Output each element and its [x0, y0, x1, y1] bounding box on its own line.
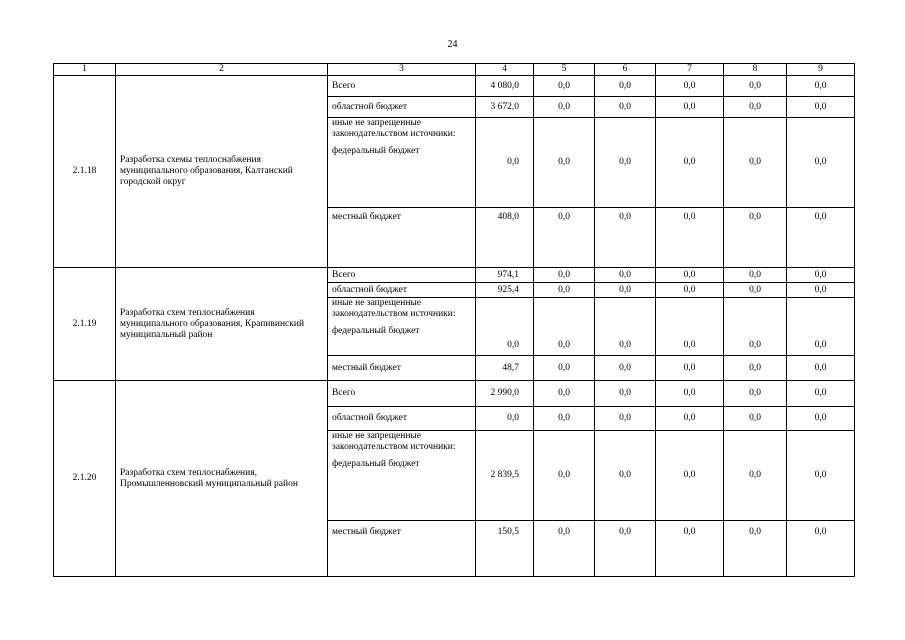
value-cell: 0,0: [534, 76, 595, 97]
value-cell: 150,5: [476, 521, 534, 577]
value-cell: 0,0: [787, 76, 855, 97]
value-cell: 0,0: [656, 298, 724, 356]
value-cell: 0,0: [595, 118, 656, 208]
value-cell: 0,0: [476, 298, 534, 356]
item-name: Разработка схемы теплоснабжения муниципального образования, Калтанский городской округ: [116, 76, 328, 268]
value-cell: 0,0: [724, 97, 787, 118]
source-label: Всего: [328, 381, 476, 407]
federal-budget-label: федеральный бюджет: [332, 146, 420, 156]
value-cell: 408,0: [476, 208, 534, 268]
value-cell: 0,0: [656, 407, 724, 431]
source-label: Всего: [328, 268, 476, 283]
source-label: местный бюджет: [328, 208, 476, 268]
value-cell: 0,0: [534, 521, 595, 577]
value-cell: 0,0: [656, 268, 724, 283]
value-cell: 0,0: [656, 118, 724, 208]
value-cell: 0,0: [656, 356, 724, 381]
item-code: 2.1.18: [54, 76, 116, 268]
column-header: 5: [534, 64, 595, 76]
item-name: Разработка схем теплоснабжения, Промышленновский муниципальный район: [116, 381, 328, 577]
other-sources-label: иные не запрещенные законодательством источники:: [332, 298, 456, 319]
value-cell: 0,0: [656, 208, 724, 268]
value-cell: 0,0: [595, 268, 656, 283]
value-cell: 2 990,0: [476, 381, 534, 407]
value-cell: 0,0: [787, 118, 855, 208]
other-sources-label: иные не запрещенные законодательством источники:: [332, 431, 456, 452]
source-label: областной бюджет: [328, 407, 476, 431]
value-cell: 0,0: [787, 298, 855, 356]
value-cell: 0,0: [656, 76, 724, 97]
value-cell: 0,0: [595, 208, 656, 268]
table-row: [54, 381, 855, 407]
table-header: [54, 64, 855, 76]
value-cell: 0,0: [724, 118, 787, 208]
page-number: 24: [447, 39, 458, 50]
value-cell: 0,0: [595, 356, 656, 381]
value-cell: 974,1: [476, 268, 534, 283]
value-cell: 0,0: [787, 208, 855, 268]
value-cell: 0,0: [595, 298, 656, 356]
value-cell: 4 080,0: [476, 76, 534, 97]
item-name: Разработка схем теплоснабжения муниципального образования, Крапивинский муниципальный район: [116, 268, 328, 381]
value-cell: 0,0: [787, 356, 855, 381]
value-cell: 0,0: [595, 431, 656, 521]
column-header: 1: [54, 64, 116, 76]
source-label: Всего: [328, 76, 476, 97]
item-code: 2.1.20: [54, 381, 116, 577]
value-cell: 0,0: [787, 431, 855, 521]
source-label: [328, 118, 476, 208]
table-row: [54, 76, 855, 97]
column-header: 3: [328, 64, 476, 76]
value-cell: 0,0: [724, 283, 787, 298]
item-code: 2.1.19: [54, 268, 116, 381]
value-cell: 0,0: [724, 76, 787, 97]
value-cell: 2 839,5: [476, 431, 534, 521]
value-cell: 0,0: [476, 118, 534, 208]
value-cell: 0,0: [534, 431, 595, 521]
value-cell: 0,0: [534, 298, 595, 356]
column-header: 7: [656, 64, 724, 76]
value-cell: 0,0: [595, 521, 656, 577]
value-cell: 0,0: [595, 407, 656, 431]
value-cell: 0,0: [724, 521, 787, 577]
value-cell: 0,0: [787, 381, 855, 407]
value-cell: 0,0: [787, 283, 855, 298]
source-label: областной бюджет: [328, 283, 476, 298]
value-cell: 0,0: [595, 97, 656, 118]
table-row: [54, 268, 855, 283]
value-cell: 0,0: [724, 208, 787, 268]
column-header: 2: [116, 64, 328, 76]
value-cell: 0,0: [656, 521, 724, 577]
value-cell: 0,0: [534, 97, 595, 118]
column-header: 9: [787, 64, 855, 76]
value-cell: 0,0: [534, 356, 595, 381]
source-label: [328, 431, 476, 521]
value-cell: 0,0: [595, 381, 656, 407]
value-cell: 3 672,0: [476, 97, 534, 118]
value-cell: 0,0: [534, 268, 595, 283]
value-cell: 0,0: [787, 268, 855, 283]
source-label: областной бюджет: [328, 97, 476, 118]
value-cell: 0,0: [534, 118, 595, 208]
source-label: местный бюджет: [328, 356, 476, 381]
value-cell: 0,0: [656, 381, 724, 407]
column-header: 8: [724, 64, 787, 76]
value-cell: 0,0: [724, 268, 787, 283]
value-cell: 0,0: [595, 283, 656, 298]
column-header: 6: [595, 64, 656, 76]
value-cell: 0,0: [787, 97, 855, 118]
federal-budget-label: федеральный бюджет: [332, 459, 420, 469]
column-header: 4: [476, 64, 534, 76]
value-cell: 0,0: [724, 381, 787, 407]
funding-table: [53, 63, 855, 577]
value-cell: 925,4: [476, 283, 534, 298]
value-cell: 0,0: [787, 521, 855, 577]
value-cell: 0,0: [534, 283, 595, 298]
value-cell: 0,0: [595, 76, 656, 97]
value-cell: 0,0: [534, 381, 595, 407]
value-cell: 0,0: [656, 97, 724, 118]
value-cell: 0,0: [476, 407, 534, 431]
value-cell: 0,0: [656, 431, 724, 521]
value-cell: 0,0: [724, 356, 787, 381]
source-label: [328, 298, 476, 356]
value-cell: 0,0: [534, 208, 595, 268]
federal-budget-label: федеральный бюджет: [332, 326, 420, 336]
value-cell: 0,0: [787, 407, 855, 431]
value-cell: 0,0: [724, 407, 787, 431]
value-cell: 0,0: [656, 283, 724, 298]
other-sources-label: иные не запрещенные законодательством источники:: [332, 118, 456, 139]
value-cell: 0,0: [724, 431, 787, 521]
value-cell: 48,7: [476, 356, 534, 381]
value-cell: 0,0: [534, 407, 595, 431]
value-cell: 0,0: [724, 298, 787, 356]
source-label: местный бюджет: [328, 521, 476, 577]
